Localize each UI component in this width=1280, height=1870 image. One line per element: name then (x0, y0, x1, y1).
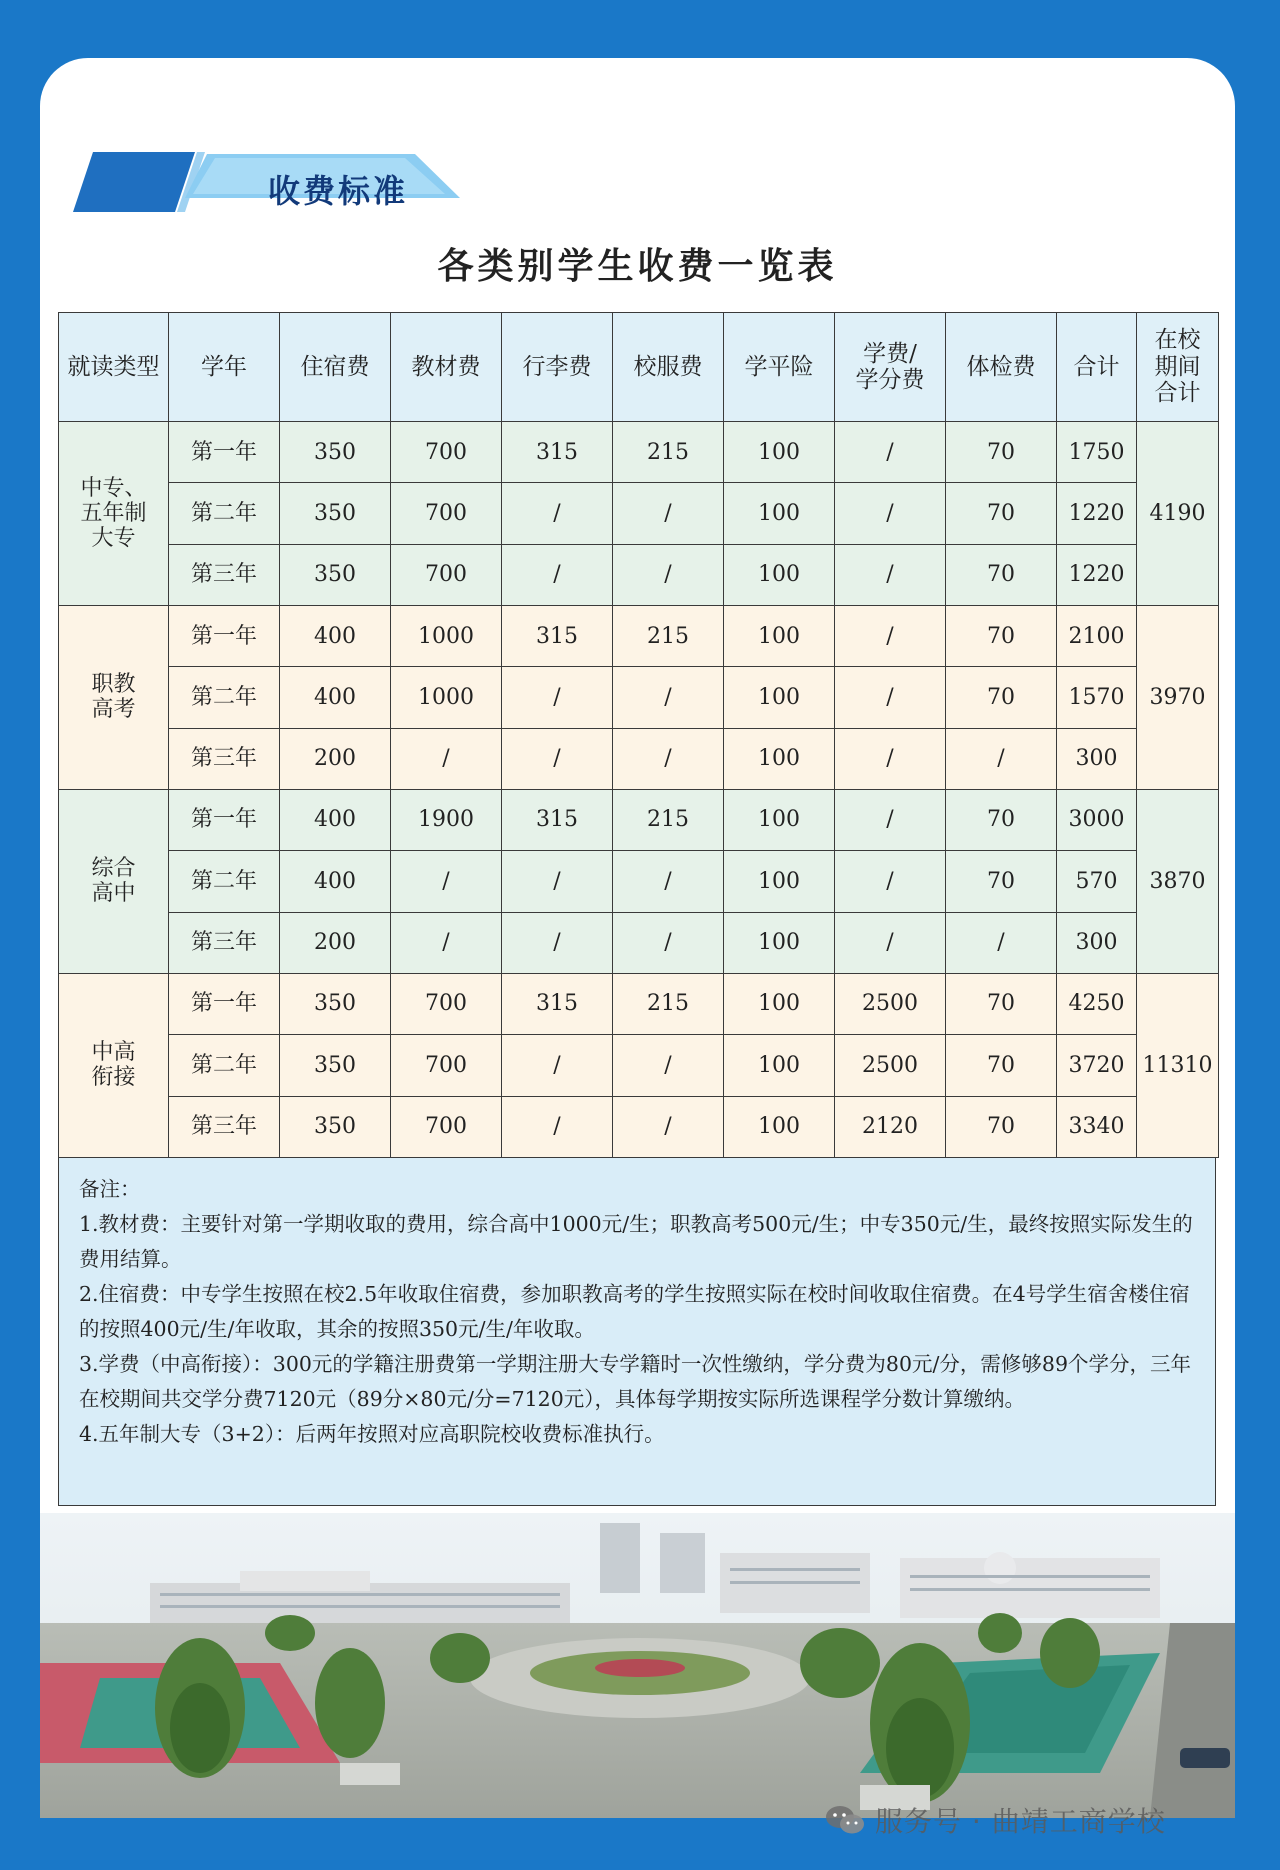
fee-cell: 70 (946, 422, 1057, 483)
watermark (825, 1800, 1166, 1840)
fee-cell: / (613, 483, 724, 544)
fee-cell: 200 (280, 728, 391, 789)
fee-cell: / (946, 728, 1057, 789)
fee-cell: 315 (502, 789, 613, 850)
fee-cell: 2500 (835, 973, 946, 1034)
period-total-cell: 3870 (1137, 789, 1219, 973)
fee-cell: 70 (946, 1096, 1057, 1157)
fee-cell: / (613, 1096, 724, 1157)
header-cell: 教材费 (391, 313, 502, 422)
year-cell: 第二年 (169, 1035, 280, 1096)
fee-cell: 2100 (1057, 605, 1137, 666)
fee-cell: 2120 (835, 1096, 946, 1157)
fee-cell: / (835, 544, 946, 605)
fee-cell: 100 (724, 973, 835, 1034)
fee-cell: 100 (724, 912, 835, 973)
fee-cell: / (502, 1096, 613, 1157)
fee-cell: 350 (280, 1096, 391, 1157)
fee-cell: 70 (946, 667, 1057, 728)
year-cell: 第三年 (169, 912, 280, 973)
fee-cell: 1220 (1057, 544, 1137, 605)
fee-cell: 1570 (1057, 667, 1137, 728)
fee-cell: / (835, 851, 946, 912)
header-cell: 学费/ 学分费 (835, 313, 946, 422)
fee-cell: 400 (280, 605, 391, 666)
header-cell: 合计 (1057, 313, 1137, 422)
fee-cell: 700 (391, 1035, 502, 1096)
notes-box (58, 1158, 1216, 1506)
fee-cell: 700 (391, 1096, 502, 1157)
poster-card (40, 58, 1235, 1818)
fee-cell: 300 (1057, 912, 1137, 973)
header-cell: 住宿费 (280, 313, 391, 422)
table-row (59, 1096, 1219, 1157)
fee-cell: 700 (391, 422, 502, 483)
note-item: 3.学费（中高衔接）：300元的学籍注册费第一学期注册大专学籍时一次性缴纳，学分费为80元/分，需修够89个学分，三年在校期间共交学分费7120元（89分×80元/分=7120元），具体每学期按实际所选课程学分数计算缴纳。 (79, 1352, 1192, 1411)
year-cell: 第三年 (169, 544, 280, 605)
fee-cell: / (835, 667, 946, 728)
note-item: 4.五年制大专（3+2）：后两年按照对应高职院校收费标准执行。 (79, 1422, 665, 1446)
fee-cell: / (391, 728, 502, 789)
year-cell: 第二年 (169, 483, 280, 544)
fee-cell: 350 (280, 422, 391, 483)
fee-cell: / (613, 667, 724, 728)
section-title: 收费标准 (268, 172, 409, 210)
fee-cell: / (835, 483, 946, 544)
fee-cell: 100 (724, 728, 835, 789)
table-row (59, 605, 1219, 666)
note-item: 2.住宿费：中专学生按照在校2.5年收取住宿费，参加职教高考的学生按照实际在校时间收取住宿费。在4号学生宿舍楼住宿的按照400元/生/年收取，其余的按照350元/生/年收取。 (79, 1282, 1190, 1341)
category-cell: 中高 衔接 (59, 973, 169, 1157)
table-row (59, 483, 1219, 544)
fee-cell: / (613, 728, 724, 789)
fee-cell: / (613, 544, 724, 605)
fee-cell: / (613, 851, 724, 912)
fee-cell: / (502, 1035, 613, 1096)
fee-cell: / (502, 483, 613, 544)
table-row (59, 973, 1219, 1034)
year-cell: 第一年 (169, 789, 280, 850)
fee-cell: 315 (502, 605, 613, 666)
fee-cell: 700 (391, 973, 502, 1034)
fee-table-body (59, 422, 1219, 1158)
fee-cell: 1220 (1057, 483, 1137, 544)
wechat-icon (825, 1804, 865, 1836)
table-row (59, 728, 1219, 789)
category-cell: 中专、 五年制 大专 (59, 422, 169, 606)
fee-cell: / (835, 422, 946, 483)
table-row (59, 789, 1219, 850)
fee-cell: / (502, 667, 613, 728)
year-cell: 第三年 (169, 728, 280, 789)
period-total-cell: 4190 (1137, 422, 1219, 606)
fee-cell: 350 (280, 483, 391, 544)
table-row (59, 912, 1219, 973)
fee-cell: / (613, 912, 724, 973)
table-row (59, 422, 1219, 483)
table-row (59, 667, 1219, 728)
fee-cell: / (502, 544, 613, 605)
fee-cell: 350 (280, 1035, 391, 1096)
fee-cell: 3720 (1057, 1035, 1137, 1096)
table-header-row (59, 313, 1219, 422)
fee-cell: 70 (946, 1035, 1057, 1096)
fee-cell: 215 (613, 973, 724, 1034)
fee-cell: 400 (280, 851, 391, 912)
year-cell: 第一年 (169, 422, 280, 483)
period-total-cell: 11310 (1137, 973, 1219, 1157)
fee-cell: 1000 (391, 605, 502, 666)
fee-cell: 4250 (1057, 973, 1137, 1034)
fee-cell: 70 (946, 605, 1057, 666)
fee-cell: 70 (946, 789, 1057, 850)
fee-cell: 350 (280, 973, 391, 1034)
category-cell: 综合 高中 (59, 789, 169, 973)
table-title: 各类别学生收费一览表 (437, 245, 838, 287)
fee-cell: 70 (946, 851, 1057, 912)
fee-cell: / (502, 912, 613, 973)
fee-cell: / (835, 912, 946, 973)
year-cell: 第一年 (169, 605, 280, 666)
fee-cell: 70 (946, 483, 1057, 544)
fee-cell: / (946, 912, 1057, 973)
fee-cell: 700 (391, 544, 502, 605)
fee-cell: 300 (1057, 728, 1137, 789)
table-row (59, 544, 1219, 605)
fee-cell: / (835, 728, 946, 789)
fee-cell: 1750 (1057, 422, 1137, 483)
fee-cell: 200 (280, 912, 391, 973)
fee-cell: 100 (724, 667, 835, 728)
header-cell: 校服费 (613, 313, 724, 422)
fee-cell: / (502, 851, 613, 912)
header-cell: 学年 (169, 313, 280, 422)
fee-cell: 700 (391, 483, 502, 544)
fee-cell: 70 (946, 544, 1057, 605)
year-cell: 第三年 (169, 1096, 280, 1157)
fee-cell: / (391, 851, 502, 912)
fee-cell: 100 (724, 789, 835, 850)
fee-cell: 1900 (391, 789, 502, 850)
header-cell: 行李费 (502, 313, 613, 422)
fee-cell: 100 (724, 422, 835, 483)
fee-cell: / (835, 789, 946, 850)
category-cell: 职教 高考 (59, 605, 169, 789)
fee-cell: / (613, 1035, 724, 1096)
fee-cell: / (835, 605, 946, 666)
header-cell: 体检费 (946, 313, 1057, 422)
fee-cell: 100 (724, 544, 835, 605)
fee-cell: 100 (724, 483, 835, 544)
year-cell: 第二年 (169, 667, 280, 728)
fee-cell: 100 (724, 851, 835, 912)
fee-cell: 1000 (391, 667, 502, 728)
header-cell: 就读类型 (59, 313, 169, 422)
watermark-text: 服务号 · 曲靖工商学校 (875, 1805, 1166, 1838)
fee-cell: 215 (613, 605, 724, 666)
fee-cell: / (502, 728, 613, 789)
fee-cell: 400 (280, 667, 391, 728)
fee-cell: 70 (946, 973, 1057, 1034)
fee-cell: 215 (613, 789, 724, 850)
year-cell: 第一年 (169, 973, 280, 1034)
header-cell: 学平险 (724, 313, 835, 422)
fee-cell: 2500 (835, 1035, 946, 1096)
fee-cell: 350 (280, 544, 391, 605)
fee-cell: 315 (502, 973, 613, 1034)
notes-heading: 备注： (79, 1177, 141, 1201)
campus-photo (40, 1513, 1235, 1818)
fee-cell: 570 (1057, 851, 1137, 912)
fee-cell: 100 (724, 605, 835, 666)
fee-cell: 3000 (1057, 789, 1137, 850)
fee-cell: 315 (502, 422, 613, 483)
year-cell: 第二年 (169, 851, 280, 912)
fee-table (58, 312, 1219, 1158)
period-total-cell: 3970 (1137, 605, 1219, 789)
table-row (59, 1035, 1219, 1096)
note-item: 1.教材费：主要针对第一学期收取的费用，综合高中1000元/生；职教高考500元/生；中专350元/生，最终按照实际发生的费用结算。 (79, 1212, 1193, 1271)
header-cell: 在校 期间 合计 (1137, 313, 1219, 422)
fee-cell: 3340 (1057, 1096, 1137, 1157)
fee-cell: 100 (724, 1096, 835, 1157)
fee-cell: / (391, 912, 502, 973)
table-row (59, 851, 1219, 912)
fee-cell: 215 (613, 422, 724, 483)
fee-cell: 100 (724, 1035, 835, 1096)
fee-cell: 400 (280, 789, 391, 850)
